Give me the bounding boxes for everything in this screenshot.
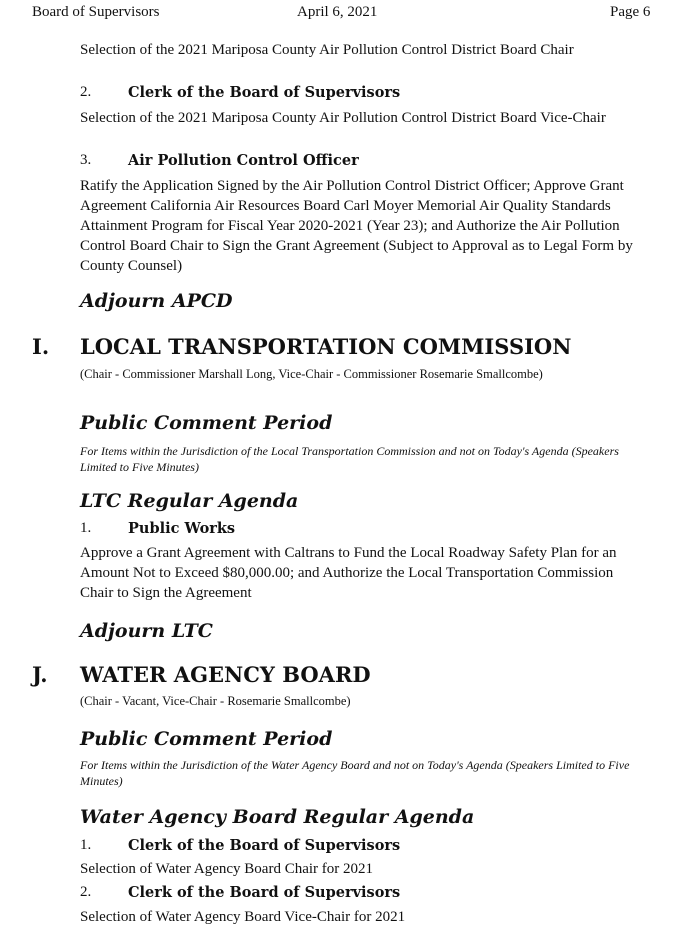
section-i-title: LOCAL TRANSPORTATION COMMISSION bbox=[80, 334, 572, 359]
section-j-letter: J. bbox=[32, 662, 48, 687]
section-i-letter: I. bbox=[32, 334, 50, 359]
section-j-regular-agenda-heading: Water Agency Board Regular Agenda bbox=[80, 806, 475, 828]
section-i-public-comment-text: For Items within the Jurisdiction of the Local Transportation Commission and not on Today's Agenda (Speakers Limited to Five Minutes) bbox=[80, 444, 619, 474]
apcd-item3-heading: Air Pollution Control Officer bbox=[128, 152, 359, 169]
section-i-item1-text: Approve a Grant Agreement with Caltrans to Fund the Local Roadway Safety Plan for an Amount Not to Exceed $80,000.00; and Authorize the Local Transportation Commission Chair to Sign the Agreement bbox=[80, 545, 617, 601]
section-i-item1-number: 1. bbox=[80, 520, 92, 536]
section-i-regular-agenda-heading: LTC Regular Agenda bbox=[80, 490, 299, 512]
section-j-public-comment-text: For Items within the Jurisdiction of the Water Agency Board and not on Today's Agenda (Speakers Limited to Five Minutes) bbox=[80, 758, 630, 788]
section-i-chairs: (Chair - Commissioner Marshall Long, Vice-Chair - Commissioner Rosemarie Smallcombe) bbox=[80, 367, 543, 381]
section-j-item1-heading: Clerk of the Board of Supervisors bbox=[128, 837, 401, 854]
section-i-item1-heading: Public Works bbox=[128, 520, 236, 537]
header-date: April 6, 2021 bbox=[297, 4, 378, 20]
adjourn-apcd: Adjourn APCD bbox=[80, 290, 233, 312]
apcd-item3-text: Ratify the Application Signed by the Air Pollution Control District Officer; Approve Grant Agreement California Air Resources Board Carl Moyer Memorial Air Quality Standards Attainment Program for Fiscal Year 2020-2021 (Year 23); and Authorize the Air Pollution Control Board Chair to Sign the Grant Agreement (Subject to Approval as to Legal Form by County Counsel) bbox=[80, 178, 633, 274]
section-j-item2-heading: Clerk of the Board of Supervisors bbox=[128, 884, 401, 901]
adjourn-ltc: Adjourn LTC bbox=[80, 620, 213, 642]
section-i-public-comment-heading: Public Comment Period bbox=[80, 412, 333, 434]
header-page: Page 6 bbox=[610, 4, 651, 20]
section-j-item1-text: Selection of Water Agency Board Chair for 2021 bbox=[80, 861, 374, 877]
section-j-title: WATER AGENCY BOARD bbox=[80, 662, 371, 687]
apcd-item3-number: 3. bbox=[80, 152, 92, 168]
apcd-item2-number: 2. bbox=[80, 84, 92, 100]
section-j-public-comment-heading: Public Comment Period bbox=[80, 728, 333, 750]
section-j-item1-number: 1. bbox=[80, 837, 92, 853]
apcd-item1-text: Selection of the 2021 Mariposa County Air Pollution Control District Board Chair bbox=[80, 42, 574, 58]
section-j-item2-text: Selection of Water Agency Board Vice-Chair for 2021 bbox=[80, 909, 406, 925]
section-j-item2-number: 2. bbox=[80, 884, 92, 900]
section-j-chairs: (Chair - Vacant, Vice-Chair - Rosemarie Smallcombe) bbox=[80, 694, 351, 708]
apcd-item2-text: Selection of the 2021 Mariposa County Air Pollution Control District Board Vice-Chair bbox=[80, 110, 606, 126]
header-left: Board of Supervisors bbox=[32, 4, 160, 20]
apcd-item2-heading: Clerk of the Board of Supervisors bbox=[128, 84, 401, 101]
